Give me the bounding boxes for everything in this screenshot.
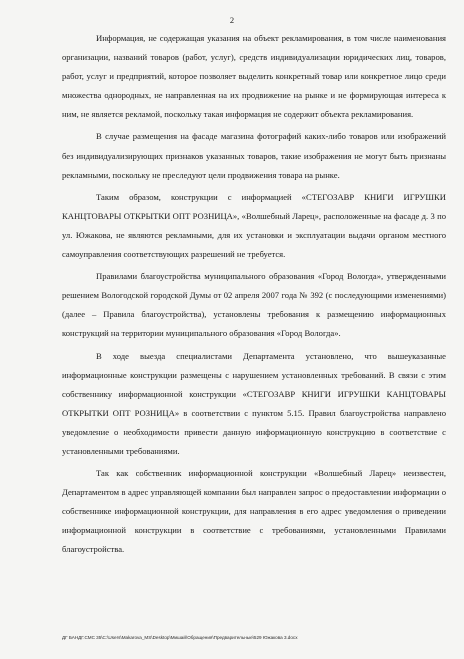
paragraph-unknown-owner: Так как собственник информационной конструкции «Волшебный Ларец» неизвестен, Департаментом в адрес управляющей компании был направлен запрос о предоставлении информации о собственнике информационной конструкции, для направления в его адрес уведомления о приведении информационной конструкции в соответствие с требованиями, установленными Правилами благоустройства. bbox=[62, 468, 446, 555]
paragraph-conclusion: Таким образом, конструкции с информацией «СТЕГОЗАВР КНИГИ ИГРУШКИ КАНЦТОВАРЫ ОТКРЫТКИ ОПТ РОЗНИЦА», «Волшебный Ларец», расположенные на фасаде д. 3 по ул. Южакова, не являются рекламными, для их установки и эксплуатации выдачи органом местного самоуправления соответствующих разрешений не требуется. bbox=[62, 191, 446, 260]
paragraph-inspection: В ходе выезда специалистами Департамента установлено, что вышеуказанные информационные конструкции размещены с нарушением установленных требований. В связи с этим собственнику информационной конструкции «СТЕГОЗАВР КНИГИ ИГРУШКИ КАНЦТОВАРЫ ОТКРЫТКИ ОПТ РОЗНИЦА» в соответствии с пунктом 5.15. Правил благоустройства направлено уведомление о необходимости привести данную информационную конструкцию в соответствие с установленными требованиями. bbox=[62, 350, 446, 456]
footer-file-path: ДГ БАНДГ.СМС 35\С:\Users\Makarova_MS\Desktop\Мишай\Обращения\Предварительные\529 Южакова 3.docx bbox=[62, 635, 298, 640]
document-body bbox=[62, 29, 446, 563]
paragraph-facade-photos: В случае размещения на фасаде магазина фотографий каких-либо товаров или изображений без индивидуализирующих признаков указанных товаров, такие изображения не могут быть признаны рекламными, поскольку не преследуют цели продвижения товара на рынке. bbox=[62, 131, 446, 180]
paragraph-rules: Правилами благоустройства муниципального образования «Город Вологда», утвержденными решением Вологодской городской Думы от 02 апреля 2007 года № 392 (с последующими изменениями) (далее – Правила благоустройства), установлены требования к размещению информационных конструкций на территории муниципального образования «Город Вологда». bbox=[62, 271, 446, 339]
paragraph-advertising-definition: Информация, не содержащая указания на объект рекламирования, в том числе наименования организации, названий товаров (работ, услуг), средств индивидуализации юридических лиц, товаров, работ, услуг и предприятий, которое позволяет выделить конкретный товар или конкретное лицо среди множества однородных, не направленная на их продвижение на рынке и не формирующая интереса к ним, не является рекламой, поскольку такая информация не содержит объекта рекламирования. bbox=[62, 33, 446, 120]
page-number: 2 bbox=[229, 15, 235, 25]
